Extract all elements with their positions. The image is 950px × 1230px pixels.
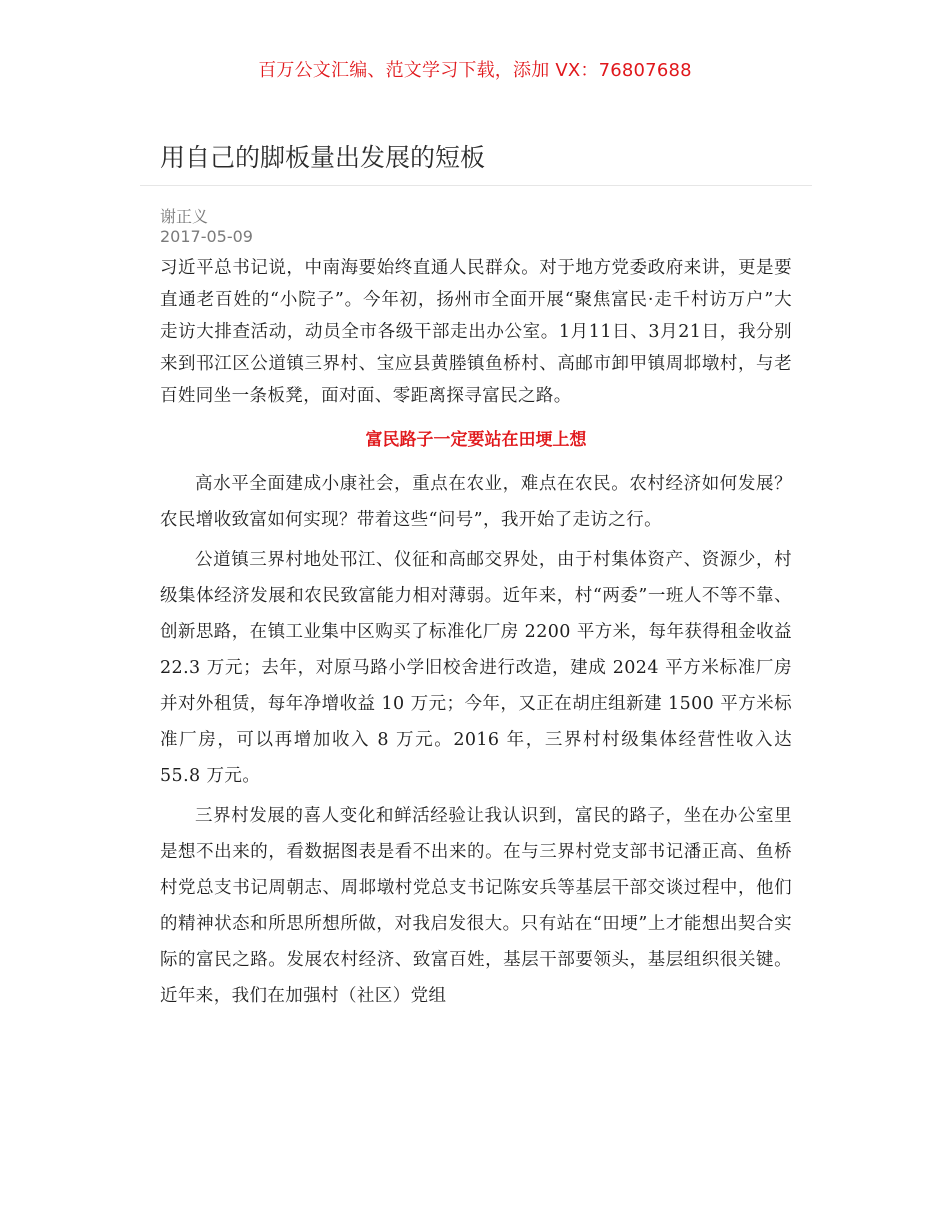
body-paragraph: 公道镇三界村地处邗江、仪征和高邮交界处，由于村集体资产、资源少，村级集体经济发展和农民致富能力相对薄弱。近年来，村“两委”一班人不等不靠、创新思路，在镇工业集中区购买了标准化厂房 2200 平方米，每年获得租金收益 22.3 万元；去年，对原马路小学旧校舍进行改造，建成 2024 平方米标准厂房并对外租赁，每年净增收益 10 万元；今年，又正在胡庄组新建 1500 平方米标准厂房，可以再增加收入 8 万元。2016 年，三界村村级集体经营性收入达 55.8 万元。 xyxy=(160,550,792,786)
download-banner: 百万公文汇编、范文学习下载，添加 VX：76807688 xyxy=(258,60,692,81)
section-heading: 富民路子一定要站在田埂上想 xyxy=(365,430,587,450)
body-paragraph: 三界村发展的喜人变化和鲜活经验让我认识到，富民的路子，坐在办公室里是想不出来的，看数据图表是看不出来的。在与三界村党支部书记潘正高、鱼桥村党总支书记周朝志、周邶墩村党总支书记陈安兵等基层干部交谈过程中，他们的精神状态和所思所想所做，对我启发很大。只有站在“田埂”上才能想出契合实际的富民之路。发展农村经济、致富百姓，基层干部要领头，基层组织很关键。近年来，我们在加强村（社区）党组 xyxy=(160,806,792,1006)
title-divider xyxy=(140,185,812,186)
lead-paragraph: 习近平总书记说，中南海要始终直通人民群众。对于地方党委政府来讲，更是要直通老百姓的“小院子”。今年初，扬州市全面开展“聚焦富民·走千村访万户”大走访大排查活动，动员全市各级干部走出办公室。1月11日、3月21日，我分别来到邗江区公道镇三界村、宝应县黄塍镇鱼桥村、高邮市卸甲镇周邶墩村，与老百姓同坐一条板凳，面对面、零距离探寻富民之路。 xyxy=(160,258,792,406)
article-author: 谢正义 xyxy=(160,207,209,226)
article-date: 2017-05-09 xyxy=(160,227,253,246)
body-paragraph: 高水平全面建成小康社会，重点在农业，难点在农民。农村经济如何发展？农民增收致富如何实现？带着这些“问号”，我开始了走访之行。 xyxy=(160,474,792,530)
article-title: 用自己的脚板量出发展的短板 xyxy=(160,143,486,172)
article-body xyxy=(160,252,792,1018)
